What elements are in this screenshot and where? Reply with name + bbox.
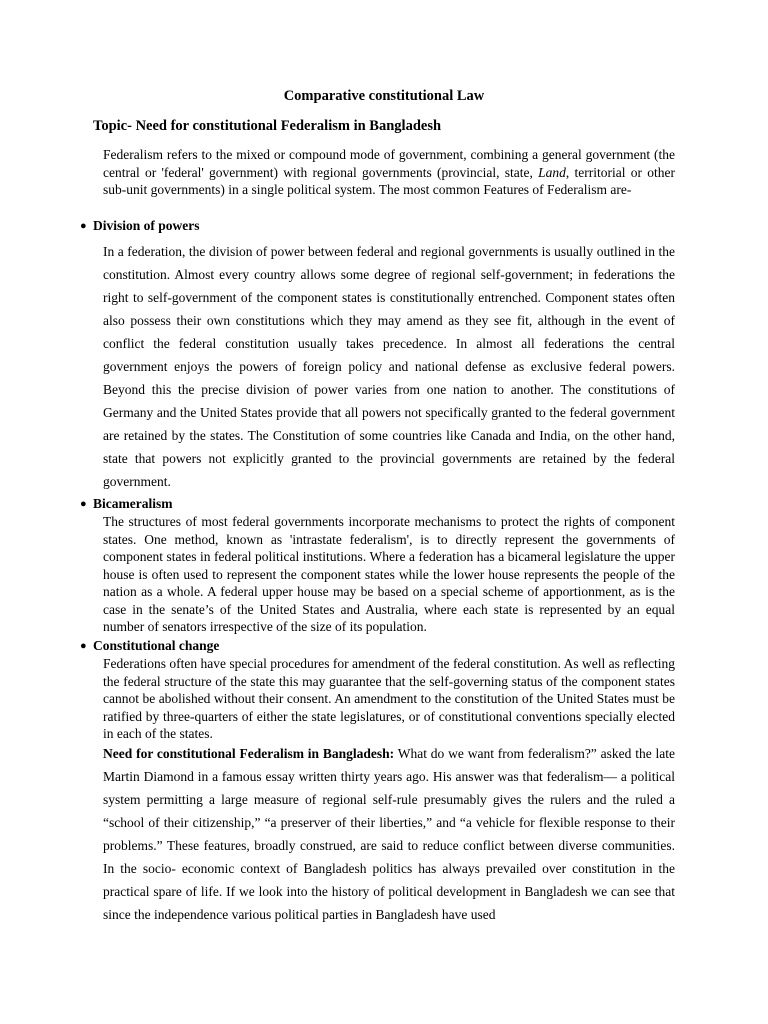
bullet-icon: ● — [80, 220, 87, 232]
topic-heading: Topic- Need for constitutional Federalism in Bangladesh — [93, 118, 442, 134]
section-body-constitutional-change: Federations often have special procedures for amendment of the federal constitution. As well as reflecting the federal structure of the state this may guarantee that the self-governing status of the component states cannot be abolished without their consent. An amendment to the constitution of the United States must be ratified by three-quarters of either the state legislatures, or of constitutional conventions specially elected in each of the states. — [103, 656, 675, 741]
need-paragraph — [103, 742, 675, 926]
need-lead-heading: Need for constitutional Federalism in Bangladesh: — [103, 746, 395, 761]
intro-text-1: Federalism refers to the mixed or compound mode of government, combining a general government (the central or 'federal' government) with regional governments (provincial, state, — [103, 147, 675, 180]
document-title: Comparative constitutional Law — [283, 88, 485, 104]
section-body-division-of-powers: In a federation, the division of power between federal and regional governments is usually outlined in the constitution. Almost every country allows some degree of regional self-government; in federations the right to self-government of the component states is constitutionally entrenched. Component states often also possess their own constitutions which they may amend as they see fit, although in the event of conflict the federal constitution usually takes precedence. In almost all federations the central government enjoys the powers of foreign policy and national defense as exclusive federal powers. Beyond this the precise division of power varies from one nation to another. The constitutions of Germany and the United States provide that all powers not specifically granted to the federal government are retained by the states. The Constitution of some countries like Canada and India, on the other hand, state that powers not explicitly granted to the provincial governments are retained by the federal government. — [103, 244, 675, 489]
intro-text-2: , territorial or other sub-unit governments) in a single political system. The most common Features of Federalism are- — [103, 164, 675, 197]
section-heading-constitutional-change — [80, 637, 219, 655]
bullet-icon: ● — [80, 498, 87, 510]
bullet-icon: ● — [80, 640, 87, 652]
section-heading-label: Division of powers — [93, 218, 200, 233]
section-body-bicameralism: The structures of most federal governments incorporate mechanisms to protect the rights of component states. One method, known as 'intrastate federalism', is to directly represent the governments of component states in federal political institutions. Where a federation has a bicameral legislature the upper house is often used to represent the component states while the lower house represents the people of the nation as a whole. A federal upper house may be based on a special scheme of apportionment, as is the case in the senate’s of the United States and Australia, where each state is represented by an equal number of senators irrespective of the size of its population. — [103, 514, 675, 634]
intro-paragraph — [103, 146, 675, 199]
need-body-text: What do we want from federalism?” asked the late Martin Diamond in a famous essay written thirty years ago. His answer was that federalism— a political system permitting a large measure of regional self-rule presumably gives the rulers and the ruled a “school of their citizenship,” “a preserver of their liberties,” and “a vehicle for flexible response to their problems.” These features, broadly construed, are said to reduce conflict between diverse communities. In the socio- economic context of Bangladesh politics has always prevailed over constitution in the practical spare of life. If we look into the history of political development in Bangladesh we can see that since the independence various political parties in Bangladesh have used — [103, 746, 675, 922]
section-heading-label: Constitutional change — [93, 638, 220, 653]
section-heading-division-of-powers — [80, 217, 200, 235]
intro-italic-term: Land — [538, 164, 566, 180]
section-heading-label: Bicameralism — [93, 496, 173, 511]
section-heading-bicameralism — [80, 495, 172, 513]
